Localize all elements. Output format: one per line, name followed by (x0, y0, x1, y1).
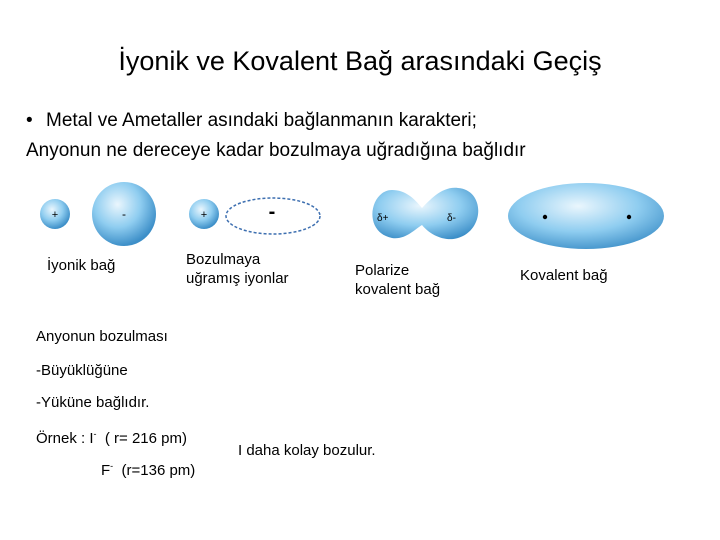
ionic-bond-label: İyonik bağ (47, 257, 116, 274)
delta-minus-label: δ- (447, 213, 456, 224)
polar-covalent-label (355, 261, 440, 299)
anion-distortion-heading: Anyonun bozulması (36, 328, 168, 345)
covalent-bond-label: Kovalent bağ (520, 267, 608, 284)
cation-plus-sign: + (51, 209, 59, 221)
distorted-anion-minus-sign: - (268, 201, 276, 223)
distorted-ions-label (186, 250, 289, 288)
bullet-text-1: Metal ve Ametaller asındaki bağlanmanın karakteri; (46, 110, 477, 131)
delta-plus-label: δ+ (377, 213, 389, 224)
polar-covalent-label-line1: Polarize (355, 262, 410, 279)
iodide-radius: ( r= 216 pm) (104, 430, 187, 447)
distorted-ions-figure (189, 198, 320, 234)
example-iodide (36, 425, 187, 448)
bullet-line-1 (26, 108, 477, 134)
page-title: İyonik ve Kovalent Bağ arasındaki Geçiş (118, 46, 602, 76)
covalent-nucleus-left (543, 215, 547, 219)
fluoride-charge: - (110, 461, 114, 471)
charge-factor: -Yüküne bağlıdır. (36, 394, 150, 411)
anion-minus-sign: - (122, 207, 126, 221)
example-fluoride (101, 457, 195, 480)
size-factor: -Büyüklüğüne (36, 362, 128, 379)
example-prefix: Örnek : I (36, 430, 94, 447)
ionic-bond-figure (40, 182, 156, 246)
covalent-nucleus-right (627, 215, 631, 219)
distorted-ions-label-line1: Bozulmaya (186, 251, 261, 268)
covalent-electron-cloud (508, 183, 664, 249)
conclusion-text: I daha kolay bozulur. (238, 442, 376, 459)
polar-covalent-label-line2: kovalent bağ (355, 281, 441, 298)
bullet-text-2: Anyonun ne dereceye kadar bozulmaya uğradığına bağlıdır (26, 140, 526, 161)
bullet-symbol: • (26, 110, 33, 131)
covalent-bond-figure (508, 183, 664, 249)
fluoride-symbol: F (101, 462, 111, 479)
distorted-ions-label-line2: uğramış iyonlar (186, 270, 289, 287)
fluoride-radius: (r=136 pm) (121, 462, 196, 479)
iodide-charge: - (93, 429, 97, 439)
polar-covalent-figure (372, 188, 478, 239)
distorted-cation-plus-sign: + (200, 209, 208, 221)
